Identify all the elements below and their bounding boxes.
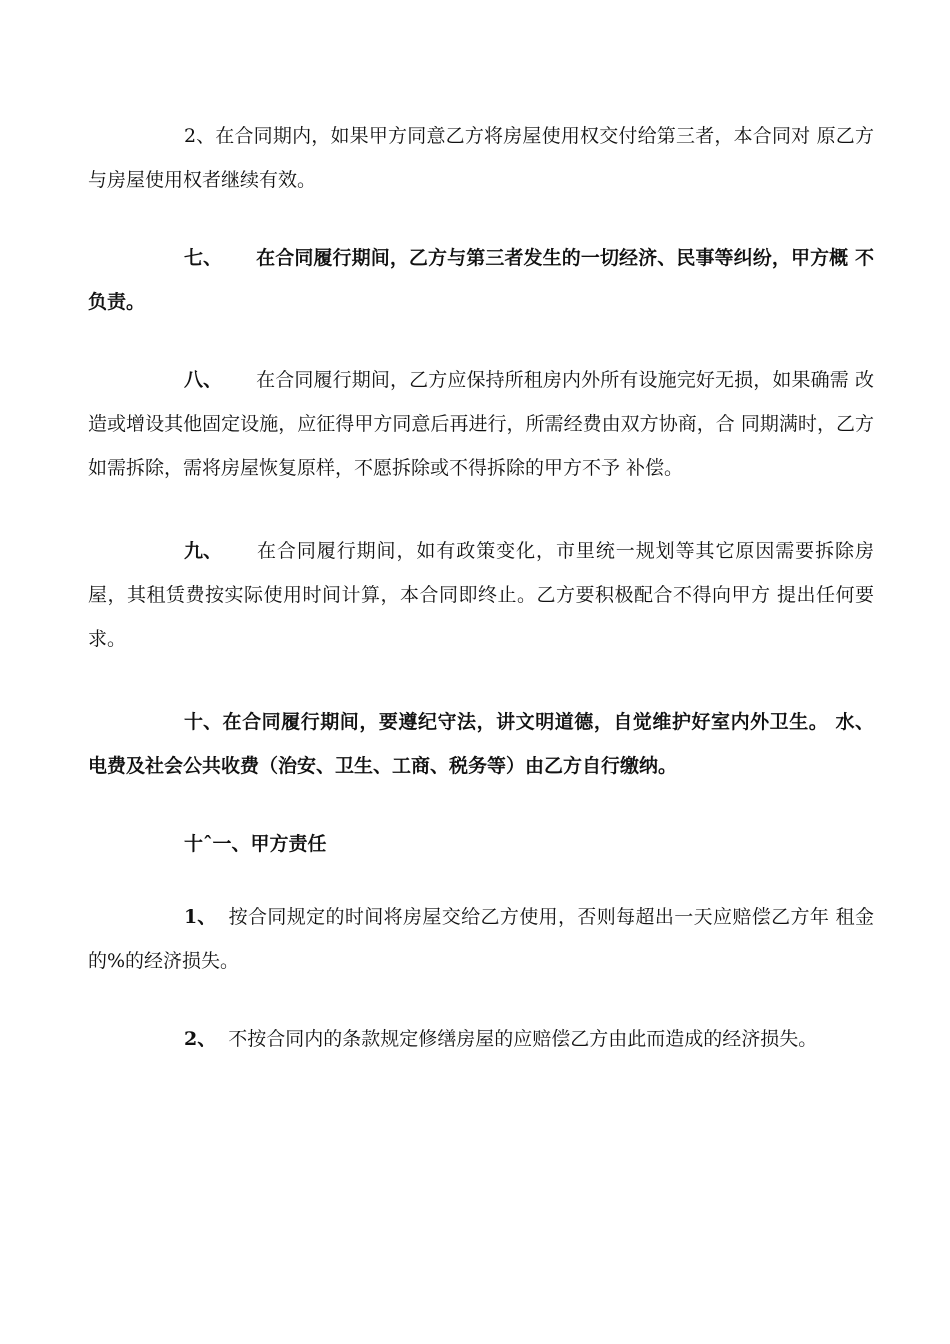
clause-text: 在合同履行期间，要遵纪守法，讲文明道德，自觉维护好室内外卫生。 水、电费及社会公共收费（治安、卫生、工商、税务等）由乙方自行缴纳。 xyxy=(88,711,874,777)
clause-number: 八、 xyxy=(184,369,223,391)
clause-number: 九、 xyxy=(184,540,223,562)
clause-8-paragraph xyxy=(88,358,874,490)
clause-number: 2、 xyxy=(184,125,216,147)
clause-text: 在合同履行期间，如有政策变化，市里统一规划等其它原因需要拆除房屋，其租赁费按实际使用时间计算，本合同即终止。乙方要积极配合不得向甲方 提出任何要求。 xyxy=(88,540,874,650)
clause-number: 七、 xyxy=(184,247,223,269)
clause-text: 甲方责任 xyxy=(250,833,327,855)
clause-11-heading xyxy=(88,822,874,866)
clause-text: 按合同规定的时间将房屋交给乙方使用，否则每超出一天应赔偿乙方年 租金的%的经济损失。 xyxy=(88,906,874,972)
clause-text: 在合同履行期间，乙方应保持所租房内外所有设施完好无损，如果确需 改造或增设其他固定设施，应征得甲方同意后再进行，所需经费由双方协商，合 同期满时，乙方如需拆除，需将房屋恢复原样，不愿拆除或不得拆除的甲方不予 补偿。 xyxy=(88,369,874,479)
clause-2-paragraph xyxy=(88,114,874,202)
clause-11-item-1 xyxy=(88,895,874,983)
clause-10-paragraph xyxy=(88,700,874,788)
clause-11-item-2 xyxy=(88,1017,874,1061)
clause-text: 在合同履行期间，乙方与第三者发生的一切经济、民事等纠纷，甲方概 不负责。 xyxy=(88,247,874,313)
clause-number: 2、 xyxy=(184,1028,217,1050)
clause-text: 在合同期内，如果甲方同意乙方将房屋使用权交付给第三者，本合同对 原乙方与房屋使用权者继续有效。 xyxy=(88,125,874,191)
clause-text: 不按合同内的条款规定修缮房屋的应赔偿乙方由此而造成的经济损失。 xyxy=(228,1028,818,1050)
clause-number: 1、 xyxy=(184,906,217,928)
clause-number: 十、 xyxy=(184,711,223,733)
clause-7-paragraph xyxy=(88,236,874,324)
clause-9-paragraph xyxy=(88,529,874,661)
clause-number: 十ˆ一、 xyxy=(184,833,251,855)
